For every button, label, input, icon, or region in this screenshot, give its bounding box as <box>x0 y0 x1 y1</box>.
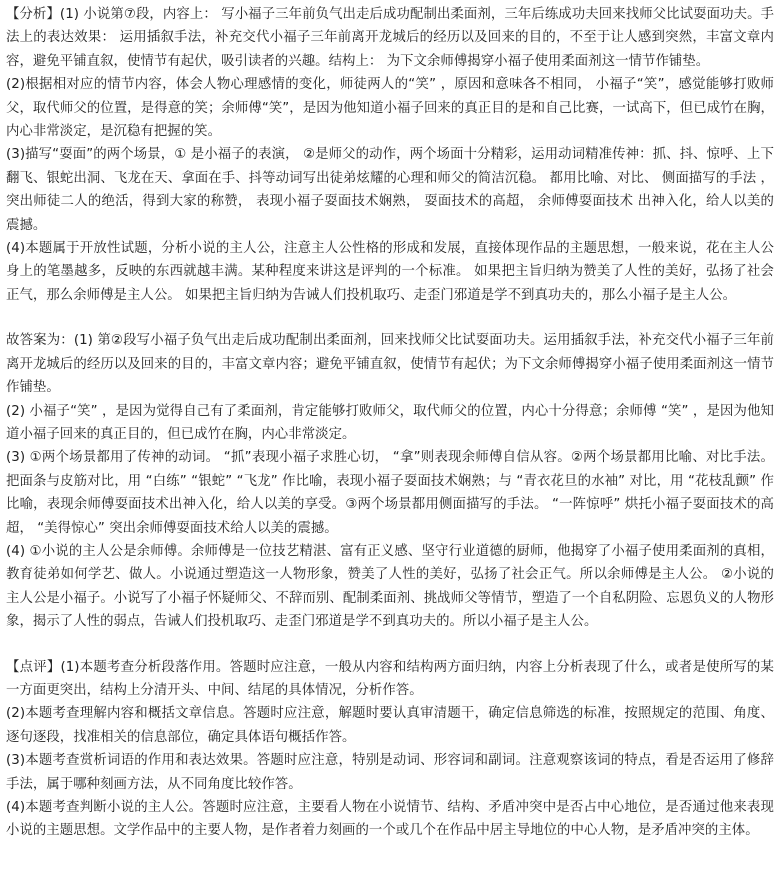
answer-paragraph-3: (3) ①两个场景都用了传神的动词。 “抓”表现小福子求胜心切， “拿”则表现余师傅自信从容。②两个场景都用比喻、对比手法。把面条与皮筋对比，用 “白练” “银蛇” “飞龙” 作比喻，表现小福子耍面技术娴熟；与 “青衣花旦的水袖” 对比，用 “花枝乱颤” 作比喻，表现余师傅耍面技术出神入化，给人以美的享受。③两个场景都用侧面描写的手法。 “一阵惊呼” 烘托小福子耍面技术的高超， “美得惊心” 突出余师傅耍面技术给人以美的震撼。 <box>6 450 774 536</box>
comment-paragraph-2: (2)本题考查理解内容和概括文章信息。答题时应注意，解题时要认真审清题干，确定信息筛选的标准，按照规定的范围、角度、逐句逐段，找准相关的信息部位，确定具体语句概括作答。 <box>6 706 774 745</box>
section-spacer <box>6 307 774 329</box>
analysis-paragraph-2: (2)根据相对应的情节内容，体会人物心理感情的变化，师徒两人的“笑” ，原因和意味各不相同， 小福子“笑”，感觉能够打败师父，取代师父的位置，是得意的笑；余师傅“笑”，是因为他知道小福子回来的真正目的是和自己比赛，一试高下，但已成竹在胸，内心非常淡定，是沉稳有把握的笑。 <box>6 77 774 140</box>
analysis-paragraph-4: (4)本题属于开放性试题，分析小说的主人公，注意主人公性格的形成和发展，直接体现作品的主题思想，一般来说，花在主人公身上的笔墨越多，反映的东西就越丰满。某种程度来讲这是评判的一个标准。 如果把主旨归纳为赞美了人性的美好，弘扬了社会正气，那么余师傅是主人公。 如果把主旨归纳为告诫人们投机取巧、走歪门邪道是学不到真功夫的，那么小福子是主人公。 <box>6 241 774 303</box>
comment-paragraph-3: (3)本题考查赏析词语的作用和表达效果。答题时应注意，特别是动词、形容词和副词。注意观察该词的特点，看是否运用了修辞手法，属于哪种刻画方法，从不同角度比较作答。 <box>6 753 774 792</box>
answer-paragraph-1: 故答案为：(1) 第②段写小福子负气出走后成功配制出柔面剂，回来找师父比试耍面功夫。运用插叙手法，补充交代小福子三年前离开龙城后的经历以及回来的目的，丰富文章内容；避免平铺直叙，使情节有起伏；为下文余师傅揭穿小福子使用柔面剂这一情节作铺垫。 <box>6 333 774 396</box>
answer-paragraph-4: (4) ①小说的主人公是余师傅。余师傅是一位技艺精湛、富有正义感、坚守行业道德的厨师，他揭穿了小福子使用柔面剂的真相，教育徒弟如何学艺、做人。小说通过塑造这一人物形象，赞美了人性的美好，弘扬了社会正气。所以余师傅是主人公。 ②小说的主人公是小福子。小说写了小福子怀疑师父、不辞而别、配制柔面剂、挑战师父等情节，塑造了一个自私阴险、忘恩负义的人物形象，揭示了人性的弱点，告诫人们投机取巧、走歪门邪道是学不到真功夫的。所以小福子是主人公。 <box>6 543 774 630</box>
analysis-paragraph-1: 【分析】(1) 小说第⑦段，内容上： 写小福子三年前负气出走后成功配制出柔面剂，三年后练成功夫回来找师父比试耍面功夫。手法上的表达效果： 运用插叙手法，补充交代小福子三年前离开龙城后的经历以及回来的目的，不至于让人感到突然，丰富文章内容，避免平铺直叙，使情节有起伏，吸引读者的兴趣。结构上： 为下文余师傅揭穿小福子使用柔面剂这一情节作铺垫。 <box>6 7 774 69</box>
answer-section <box>6 329 774 633</box>
comment-paragraph-1: 【点评】(1)本题考查分析段落作用。答题时应注意，一般从内容和结构两方面归纳，内容上分析表现了什么，或者是使所写的某一方面更突出，结构上分清开头、中间、结尾的具体情况，分析作答。 <box>6 659 774 698</box>
comment-paragraph-4: (4)本题考查判断小说的主人公。答题时应注意，主要看人物在小说情节、结构、矛盾冲突中是否占中心地位，是否通过他来表现小说的主题思想。文学作品中的主要人物，是作者着力刻画的一个或几个在作品中居主导地位的中心人物，是矛盾冲突的主体。 <box>6 800 774 839</box>
comment-section <box>6 656 774 843</box>
analysis-paragraph-3: (3)描写“耍面”的两个场景，① 是小福子的表演， ②是师父的动作，两个场面十分精彩，运用动词精准传神：抓、抖、惊呼、上下翻飞、银蛇出洞、飞龙在天、拿面在手、抖等动词写出徒弟炫耀的心理和师父的简洁沉稳。 都用比喻、对比、 侧面描写的手法 ，突出师徒二人的绝活，得到大家的称赞， 表现小福子耍面技术娴熟， 耍面技术的高超， 余师傅耍面技术 出神入化，给人以美的震撼。 <box>6 147 774 233</box>
analysis-section <box>6 3 774 307</box>
section-spacer <box>6 634 774 656</box>
answer-paragraph-2: (2) 小福子“笑” ，是因为觉得自己有了柔面剂，肯定能够打败师父，取代师父的位置，内心十分得意；余师傅 “笑” ，是因为他知道小福子回来的真正目的，但已成竹在胸，内心非常淡定。 <box>6 403 774 442</box>
